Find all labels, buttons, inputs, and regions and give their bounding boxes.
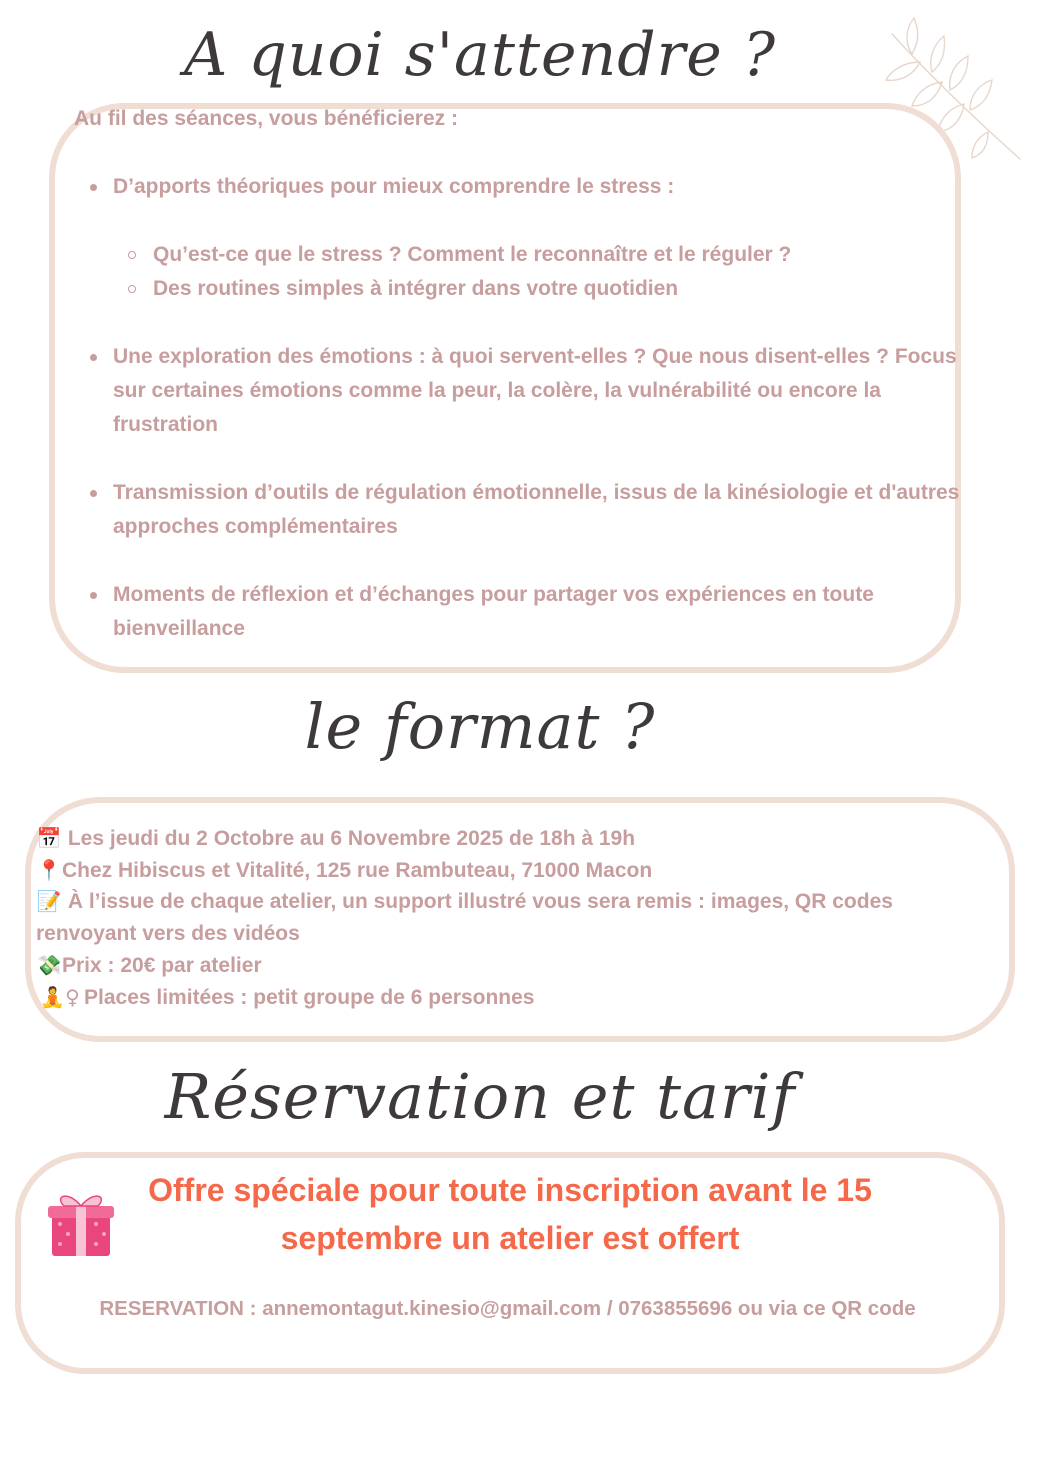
format-line-date xyxy=(36,823,996,855)
sub-list xyxy=(127,238,966,306)
section-title-expect: A quoi s'attendre ? xyxy=(183,20,777,90)
money-icon: 💸 xyxy=(36,952,62,977)
list-item: Moments de réflexion et d’échanges pour partager vos expériences en toute bienveillance xyxy=(86,578,966,646)
sub-list-item: Des routines simples à intégrer dans votre quotidien xyxy=(127,272,966,306)
list-item xyxy=(86,170,966,306)
format-line-text: Places limitées : petit groupe de 6 personnes xyxy=(84,985,535,1009)
list-item: Une exploration des émotions : à quoi servent-elles ? Que nous disent-elles ? Focus sur certaines émotions comme la peur, la colère, la vulnérabilité ou encore la frustration xyxy=(86,340,966,442)
memo-icon: 📝 xyxy=(36,889,62,914)
sub-list-item: Qu’est-ce que le stress ? Comment le reconnaître et le réguler ? xyxy=(127,238,966,272)
format-line-location xyxy=(36,855,996,887)
reservation-contact: RESERVATION : annemontagut.kinesio@gmail.com / 0763855696 ou via ce QR code xyxy=(99,1297,916,1320)
calendar-icon: 📅 xyxy=(36,826,62,850)
format-line-text: Chez Hibiscus et Vitalité, 125 rue Rambuteau, 71000 Macon xyxy=(62,858,653,882)
meditation-icon: 🧘♀ xyxy=(40,984,80,1009)
format-line-places xyxy=(36,982,996,1014)
gift-icon xyxy=(46,1188,116,1260)
location-pin-icon: 📍 xyxy=(36,857,62,882)
expect-intro: Au fil des séances, vous bénéficierez : xyxy=(74,107,458,130)
format-line-support xyxy=(36,886,996,949)
format-details xyxy=(36,823,996,1013)
format-line-text: Prix : 20€ par atelier xyxy=(62,953,262,977)
special-offer-text: Offre spéciale pour toute inscription avant le 15 septembre un atelier est offert xyxy=(148,1172,872,1256)
section-title-format: le format ? xyxy=(304,690,656,763)
format-line-price xyxy=(36,950,996,982)
list-item-text: D’apports théoriques pour mieux comprendre le stress : xyxy=(113,175,675,198)
format-line-text: Les jeudi du 2 Octobre au 6 Novembre 2025 de 18h à 19h xyxy=(62,827,636,850)
format-line-text: À l’issue de chaque atelier, un support illustré vous sera remis : images, QR codes renvoyant vers des vidéos xyxy=(36,890,893,946)
expect-list xyxy=(86,170,966,680)
section-title-reservation: Réservation et tarif xyxy=(164,1060,796,1133)
list-item: Transmission d’outils de régulation émotionnelle, issus de la kinésiologie et d'autres approches complémentaires xyxy=(86,476,966,544)
